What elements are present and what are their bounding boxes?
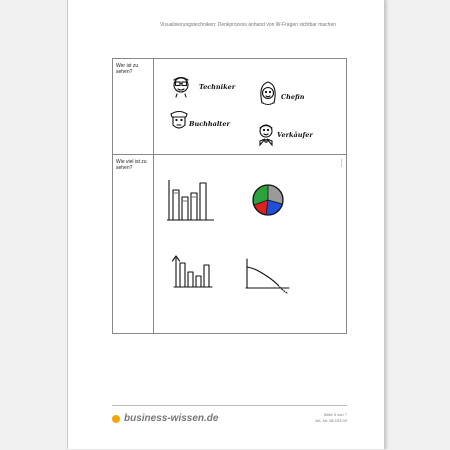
figure-label-boss: Chefin (281, 93, 305, 101)
question-label-how-much: Wie viel ist zu sehen? (113, 155, 154, 333)
article-number: Art.-Nr. 98.153.03 (315, 418, 347, 423)
cell-scroll-marker (341, 159, 342, 167)
salesman-figure (260, 125, 272, 145)
figure-label-accountant: Buchhalter (189, 120, 230, 128)
document-page (67, 0, 385, 449)
header-title: Visualisierungstechniken: Denkprozess anhand von W-Fragen sichtbar machen (159, 22, 337, 28)
technician-figure (174, 78, 188, 98)
w-questions-table (112, 58, 347, 334)
figure-label-technician: Techniker (199, 83, 236, 91)
page-number: Seite 3 von 7 (323, 412, 347, 417)
bar-chart-drawing (167, 180, 214, 220)
quantity-drawings (154, 155, 348, 333)
figure-label-salesman: Verkäufer (277, 131, 313, 139)
accountant-figure (171, 112, 187, 129)
figures-cell (154, 59, 346, 154)
declining-curve-drawing (246, 259, 289, 293)
footer-logo[interactable]: business-wissen.de (124, 413, 219, 424)
table-row-who (113, 59, 346, 155)
boss-figure (261, 82, 275, 105)
figures-drawing (154, 59, 348, 154)
table-row-how-much (113, 155, 346, 333)
pie-chart-drawing (253, 185, 283, 215)
footer-page-info (304, 412, 347, 424)
footer-divider (112, 405, 347, 406)
logo-dot-icon (112, 415, 120, 423)
rising-bar-chart-drawing (173, 256, 213, 287)
question-label-who: Wer ist zu sehen? (113, 59, 154, 154)
charts-cell (154, 155, 346, 333)
